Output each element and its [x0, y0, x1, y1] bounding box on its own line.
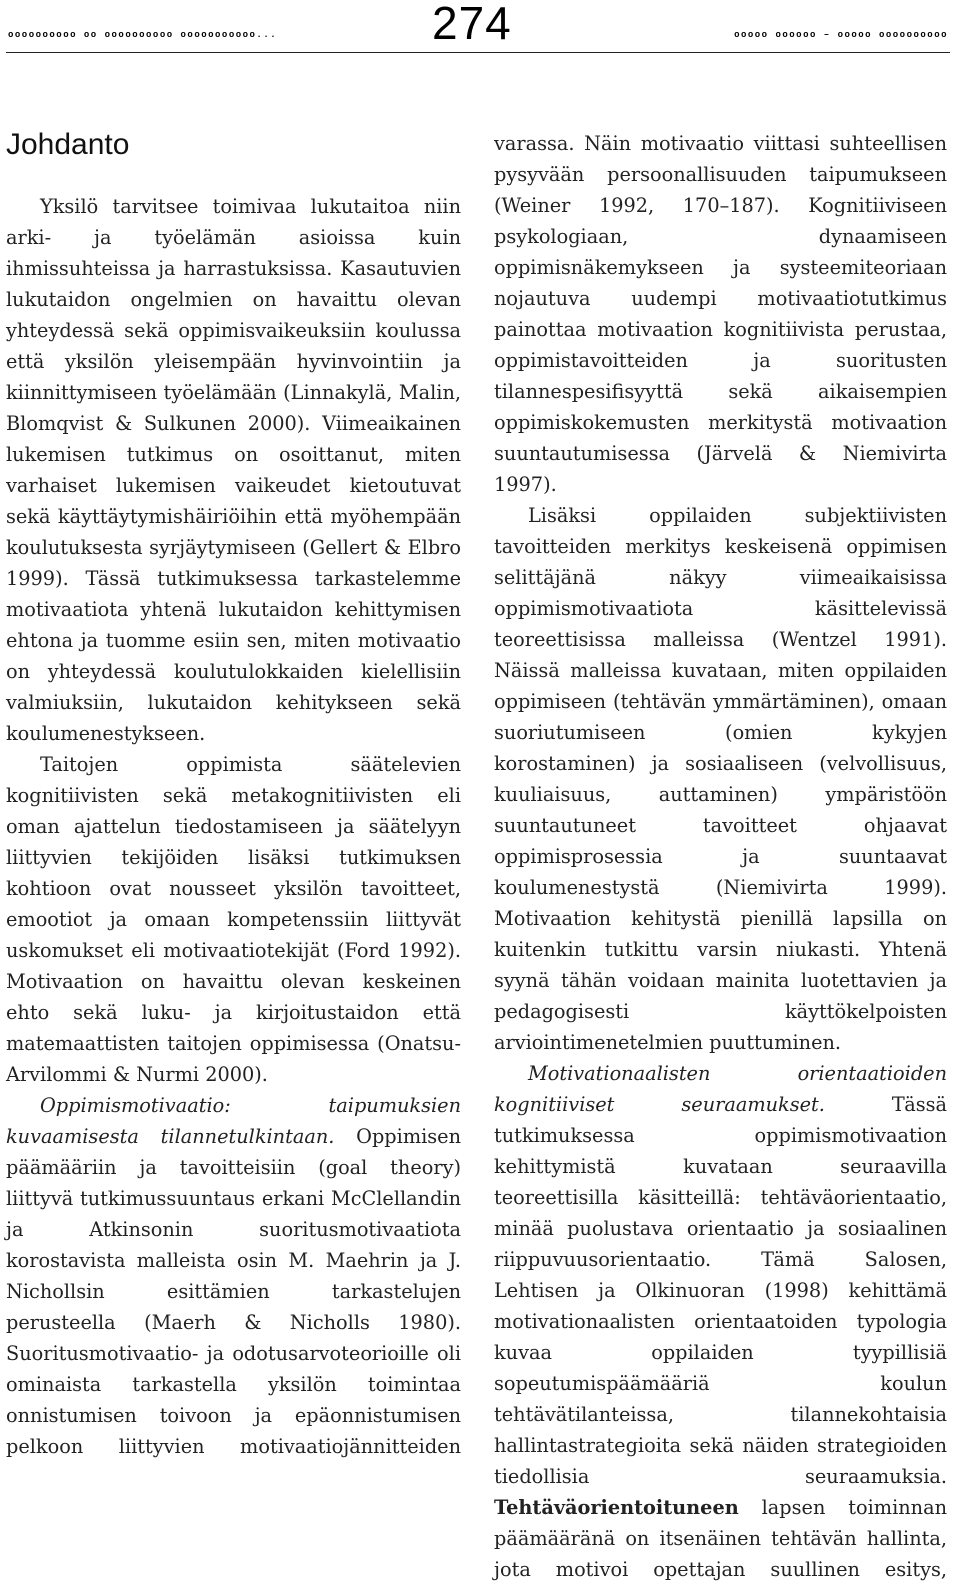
running-header-right: ooooo oooooo – ooooo oooooooooo [734, 30, 948, 40]
subheading-cognitive-consequences: Motivationaalisten orientaatioiden kognitiiviset seuraamukset. [494, 1062, 947, 1116]
paragraph-goals: Lisäksi oppilaiden subjektiivisten tavoitteiden merkitys keskeisenä oppimisen selittäjänä näkyy viimeaikaisissa oppimismotivaatiota käsittelevissä teoreettisissa malleissa (Wentzel 1991). Näissä malleissa kuvataan, miten oppilaiden oppimiseen (tehtävän ymmärtäminen), omaan suoriutumiseen (omien kykyjen korostaminen) ja sosiaaliseen (velvollisuus, kuuliaisuus, auttaminen) ympäristöön suuntautuneet tavoitteet ohjaavat oppimisprosessia ja suuntaavat koulumenestystä (Niemivirta 1999). Motivaation kehitystä pienillä lapsilla on kuitenkin tutkittu varsin niukasti. Yhtenä syynä tähän voidaan mainita luotettavien ja pedagogisesti käyttökelpoisten arviointimenetelmien puuttuminen. [494, 504, 947, 1054]
header-rule [6, 52, 950, 53]
paragraph-continuation: varassa. Näin motivaatio viittasi suhteellisen pysyvään persoonallisuuden taipumukseen (Weiner 1992, 170–187). Kognitiiviseen psykologiaan, dynaamiseen oppimisnäkemykseen ja systeemiteoriaan nojautuva uudempi motivaatiotutkimus painottaa motivaation kognitiivista perustaa, oppimistavoitteiden ja suoritusten tilannespesifisyyttä sekä aikaisempien oppimiskokemusten merkitystä motivaation suuntautumisessa (Järvelä & Niemivirta 1997). [494, 132, 947, 496]
paragraph-orientations-end: lapsen toiminnan päämääränä on itsenäinen tehtävän hallinta, jota motivoi opettajan suullinen esitys, [494, 1496, 947, 1581]
section-title: Johdanto [6, 128, 130, 161]
page-number: 274 [432, 0, 512, 49]
paragraph-motivation-text: Oppimisen päämääriin ja tavoitteisiin (goal theory) liittyvä tutkimussuuntaus erkani McClellandin ja Atkinsonin suoritusmotivaatiota korostavista malleista osin M. Maehrin ja J. Nichollsin esittämien tarkastelujen perusteella (Maerh & Nicholls 1980). Suoritusmotivaatio- ja odotusarvoteorioille oli ominaista tarkastella yksilön toimintaa onnistumisen toivoon ja epäonnistumisen pelkoon liittyvien motivaatiojännitteiden [6, 1125, 461, 1458]
left-column [6, 191, 461, 1462]
running-header [0, 0, 960, 56]
term-task-oriented: Tehtäväorientoituneen [494, 1496, 739, 1519]
running-header-left: oooooooooo oo oooooooooo ooooooooooo... [8, 30, 278, 40]
subheading-learning-motivation: Oppimismotivaatio: taipumuksien kuvaamisesta tilannetulkintaan. [6, 1094, 461, 1148]
right-column [494, 128, 947, 1585]
paragraph-skills: Taitojen oppimista säätelevien kognitiivisten sekä metakognitiivisten eli oman ajattelun tiedostamiseen ja säätelyyn liittyvien tekijöiden lisäksi tutkimuksen kohtioon ovat nousseet yksilön tavoitteet, emootiot ja omaan kompetenssiin liittyvät uskomukset eli motivaatiotekijät (Ford 1992). Motivaation on havaittu olevan keskeinen ehto sekä luku- ja kirjoitustaidon että matemaattisten taitojen oppimisessa (Onatsu-Arvilommi & Nurmi 2000). [6, 753, 461, 1086]
paragraph-motivation [6, 1090, 461, 1462]
paragraph-orientations [494, 1058, 947, 1585]
paragraph-orientations-text: Tässä tutkimuksessa oppimismotivaation kehittymistä kuvataan seuraavilla teoreettisilla käsitteillä: tehtäväorientaatio, minää puolustava orientaatio ja sosiaalinen riippuvuusorientaatio. Tämä Salosen, Lehtisen ja Olkinuoran (1998) kehittämä motivationaalisten orientaatoiden typologia kuvaa oppilaiden tyypillisiä sopeutumispäämääriä koulun tehtävätilanteissa, tilannekohtaisia hallintastrategioita sekä näiden strategioiden tiedollisia seuraamuksia. [494, 1093, 948, 1488]
paragraph-intro: Yksilö tarvitsee toimivaa lukutaitoa niin arki- ja työelämän asioissa kuin ihmissuhteissa ja harrastuksissa. Kasautuvien lukutaidon ongelmien on havaittu olevan yhteydessä sekä oppimisvaikeuksiin koulussa että yksilön yleisempään hyvinvointiin ja kiinnittymiseen työelämään (Linnakylä, Malin, Blomqvist & Sulkunen 2000). Viimeaikainen lukemisen tutkimus on osoittanut, miten varhaiset lukemisen vaikeudet kietoutuvat sekä käyttäytymishäiriöihin että myöhempään koulutuksesta syrjäytymiseen (Gellert & Elbro 1999). Tässä tutkimuksessa tarkastelemme motivaatiota yhtenä lukutaidon kehittymisen ehtona ja tuomme esiin sen, miten motivaatio on yhteydessä koulutulokkaiden kielellisiin valmiuksiin, lukutaidon kehitykseen sekä koulumenestykseen. [6, 195, 461, 745]
